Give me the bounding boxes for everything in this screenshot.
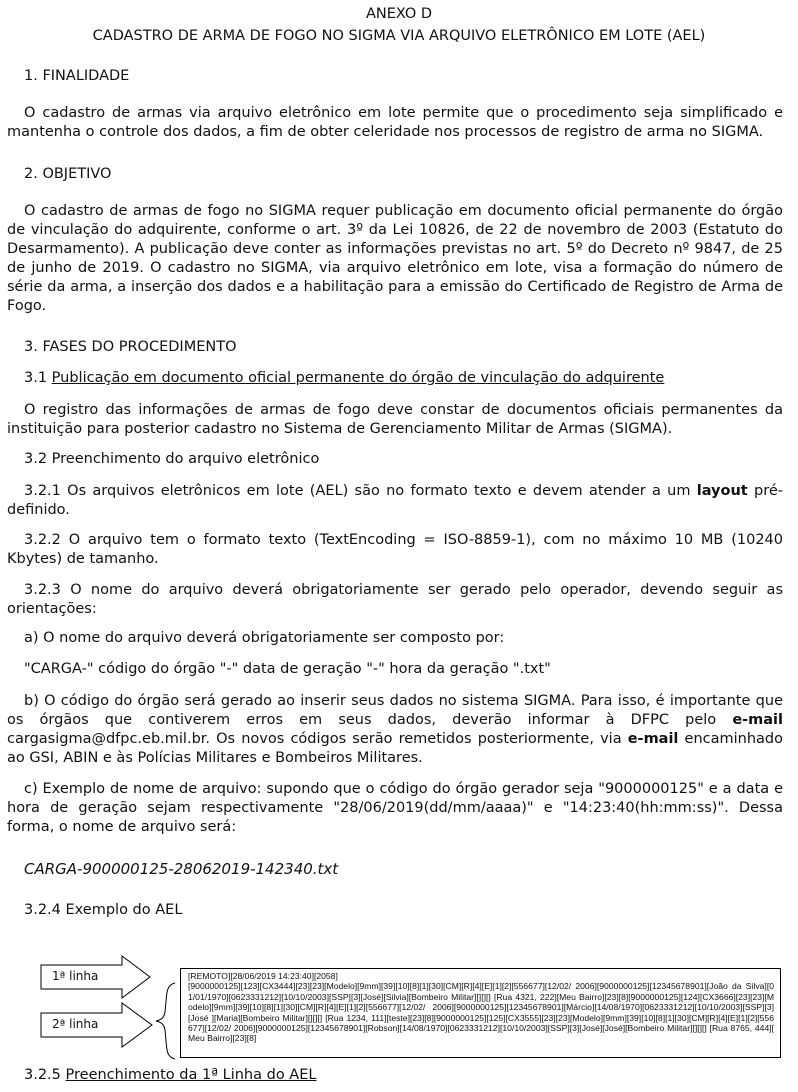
item-c bbox=[7, 780, 783, 837]
item-b-part-2: cargasigma@dfpc.eb.mil.br. Os novos códigos serão remetidos posteriormente, via bbox=[7, 731, 628, 747]
ael-line-1: [REMOTO][28/06/2019 14:23:40][2058] bbox=[188, 971, 338, 981]
section-3-heading: 3. FASES DO PROCEDIMENTO bbox=[24, 339, 237, 355]
section-3-2-3-body: 3.2.3 O nome do arquivo deverá obrigatoriamente ser gerado pelo operador, devendo seguir as orientações: bbox=[7, 582, 783, 617]
email-term-1: e-mail bbox=[732, 712, 783, 728]
section-3-2-3-text bbox=[7, 581, 783, 619]
section-2-body: O cadastro de armas de fogo no SIGMA requer publicação em documento oficial permanente do órgão de vinculação do adquirente, conforme o art. 3º da Lei 10826, de 22 de novembro de 2003 (Estatuto do Desarmamento). A publicação deve conter as informações previstas no art. 5º do Decreto nº 9847, de 25 de junho de 2019. O cadastro no SIGMA, via arquivo eletrônico em lote, visa a formação do número de série da arma, a inserção dos dados e a habilitação para a emissão do Certificado de Registro de Arma de Fogo. bbox=[7, 203, 783, 314]
item-b-part-3: encaminhado ao GSI, ABIN e às Polícias Militares e Bombeiros Militares. bbox=[7, 731, 784, 766]
section-3-2-1-text bbox=[7, 482, 783, 520]
item-b bbox=[7, 692, 783, 768]
example-filename: CARGA-900000125-28062019-142340.txt bbox=[24, 860, 339, 878]
item-a: a) O nome do arquivo deverá obrigatoriamente ser composto por: bbox=[24, 630, 505, 646]
section-3-2-2-text bbox=[7, 531, 783, 569]
ael-line-2: [9000000125][123][CX3444][23][23][Modelo][9mm][39][10][8][1][30][CM][R][4][E][1][2][556677][12/02/ 2006][9000000125][12345678901][João da Silva][01/01/1970][0623331212][10/10/2003][SSP][3][José][Silvia][Bombeiro Militar][][][] [Rua 4321, 222][Meu Bairro][23][8][9000000125][124][CX3666][23][23][Modelo][9mm][39][10][8][1][30][CM][R][4][E][1][2][556677][12/02/ 2006][9000000125][12345678901][Márcio][14/08/1970][0623331212][10/10/2003][SSP][3][José ][Maria][Bombeiro Militar][][][] [Rua 1234, 111][teste][23][8][9000000125][125][CX3555][23][23][Modelo][9mm][39][10][8][1][30][CM][R][4][E][1][2][556677][12/02/ 2006][9000000125][12345678901][Robson][14/08/1970][0623331212][10/10/2003][SSP][3][José][José][Bombeiro Militar][][][] [Rua 8765, 444][ Meu Bairro][23][8] bbox=[188, 981, 774, 1044]
section-3-2-title: 3.2 Preenchimento do arquivo eletrônico bbox=[24, 451, 320, 467]
brace-icon bbox=[153, 982, 179, 1060]
section-3-2-5-link-text: Preenchimento da 1ª Linha do AEL bbox=[65, 1067, 317, 1083]
section-3-2-5-title bbox=[24, 1067, 316, 1083]
layout-term: layout bbox=[696, 483, 748, 499]
item-c-body: c) Exemplo de nome de arquivo: supondo que o código do órgão gerador seja "9000000125" e a data e hora de geração sejam respectivamente "28/06/2019(dd/mm/aaaa)" e "14:23:40(hh:mm:ss)". Dessa forma, o nome de arquivo será: bbox=[7, 781, 783, 835]
carga-format: "CARGA-" código do órgão "-" data de geração "-" hora da geração ".txt" bbox=[24, 661, 551, 677]
section-3-1-text bbox=[7, 401, 783, 439]
line-1-label: 1ª linha bbox=[52, 969, 99, 983]
section-3-1-number: 3.1 bbox=[24, 370, 48, 386]
line-2-label: 2ª linha bbox=[52, 1017, 99, 1031]
section-3-1-link-text: Publicação em documento oficial permanente do órgão de vinculação do adquirente bbox=[51, 370, 665, 386]
section-3-2-1-a: 3.2.1 Os arquivos eletrônicos em lote (AEL) são no formato texto e devem atender a um bbox=[24, 483, 697, 499]
section-1-body: O cadastro de armas via arquivo eletrônico em lote permite que o procedimento seja simplificado e mantenha o controle dos dados, a fim de obter celeridade nos processos de registro de arma no SIGMA. bbox=[7, 105, 783, 140]
email-term-2: e-mail bbox=[627, 731, 679, 747]
section-1-text bbox=[7, 104, 783, 142]
section-2-heading: 2. OBJETIVO bbox=[24, 166, 112, 182]
section-3-2-5-number: 3.2.5 bbox=[24, 1067, 61, 1083]
section-3-2-1-c: pré-definido. bbox=[7, 483, 784, 518]
section-2-text bbox=[7, 202, 783, 316]
ael-example-box bbox=[180, 968, 781, 1058]
section-3-2-2-body: 3.2.2 O arquivo tem o formato texto (TextEncoding = ISO-8859-1), com no máximo 10 MB (10240 Kbytes) de tamanho. bbox=[7, 532, 783, 567]
item-b-part-1: b) O código do órgão será gerado ao inserir seus dados no sistema SIGMA. Para isso, é importante que os órgãos que contiverem erros em seus dados, deverão informar à DFPC pelo bbox=[7, 693, 783, 728]
section-3-1-body: O registro das informações de armas de fogo deve constar de documentos oficiais permanentes da instituição para posterior cadastro no Sistema de Gerenciamento Militar de Armas (SIGMA). bbox=[7, 402, 783, 437]
section-3-1-title bbox=[24, 370, 664, 386]
section-3-2-4-title: 3.2.4 Exemplo do AEL bbox=[24, 902, 183, 918]
annex-title: ANEXO D bbox=[365, 6, 433, 22]
section-1-heading: 1. FINALIDADE bbox=[24, 68, 130, 84]
document-title: CADASTRO DE ARMA DE FOGO NO SIGMA VIA ARQUIVO ELETRÔNICO EM LOTE (AEL) bbox=[92, 28, 706, 44]
